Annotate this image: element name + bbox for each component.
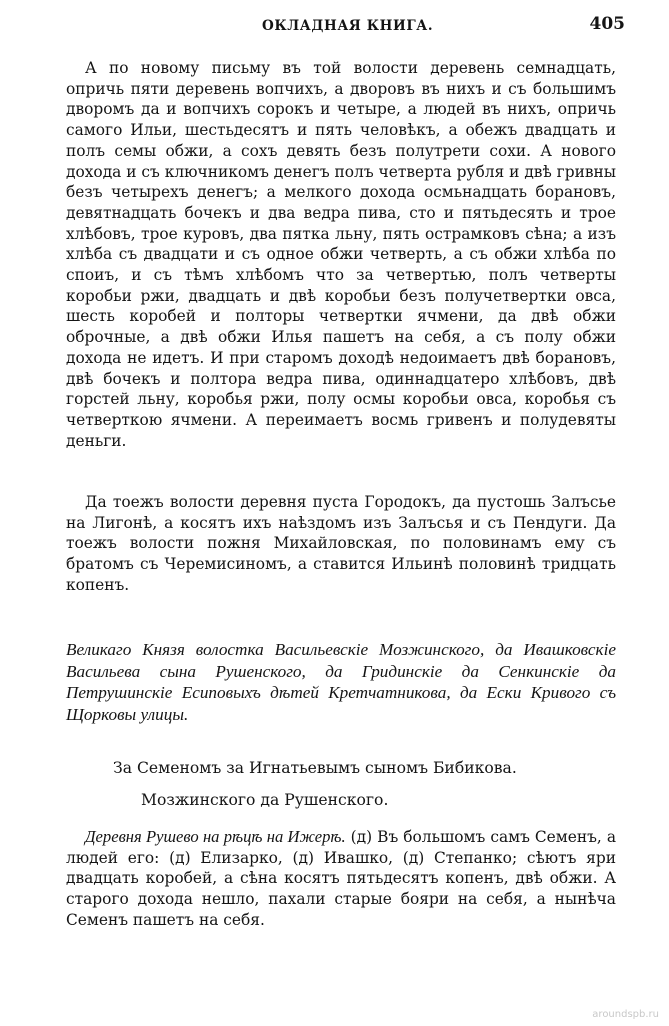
- page-number: 405: [589, 14, 625, 34]
- owner-heading: За Семеномъ за Игнатьевымъ сыномъ Бибикова.: [113, 759, 517, 777]
- paragraph-gorodok: Да тоежъ волости деревня пуста Городокъ, да пустошь Залъсье на Лигонѣ, а косятъ ихъ наѣздомъ изъ Залъсья и съ Пендуги. Да тоежъ волости пожня Михайловская, по половинамъ ему съ братомъ съ Черемисиномъ, а ставится Ильинѣ половинѣ тридцать копенъ.: [66, 493, 616, 594]
- page-header: [0, 14, 669, 38]
- section-heading-volostka: Великаго Князя волостка Васильевскіе Мозжинского, да Ивашковскіе Васильева сына Рушенского, да Гридинскіе да Сенкинскіе да Петрушинскіе Есиповыхъ дѣтей Кретчатникова, да Ески Кривого съ Щорковы улицы.: [66, 640, 616, 724]
- paragraph-volost-description: А по новому письму въ той волости деревень семнадцать, опричь пяти деревень вопчихъ, а дворовъ въ нихъ и съ большимъ дворомъ да и вопчихъ сорокъ и четыре, а людей въ нихъ, опричь самого Ильи, шестьдесятъ и пять человѣкъ, а обежъ двадцать и полъ семы обжи, а сохъ девять безъ полутрети сохи. А нового дохода и съ ключникомъ денегъ полъ четверта рубля и двѣ гривны безъ четырехъ денегъ; а мелкого дохода осмьнадцать борановъ, девятнадцать бочекъ и два ведра пива, сто и пятьдесять и трое хлѣбовъ, трое куровъ, два пятка льну, пять острамковъ сѣна; а изъ хлѣба съ двадцати и съ одное обжи четверть, а съ обжи хлѣба по споиъ, и съ тѣмъ хлѣбомъ что за четвертью, полъ четверты коробьи ржи, двадцать и двѣ коробьи безъ получетвертки овса, шесть коробей и полторы четвертки ячмени, да двѣ обжи оброчные, а двѣ обжи Илья пашетъ на себя, а съ полу обжи дохода не идетъ. И при старомъ доходѣ недоимаетъ двѣ борановъ, двѣ бочекъ и полтора ведра пива, одиннадцатеро хлѣбовъ, двѣ горстей льну, коробья ржи, полу осмы коробьи овса, коробья съ четверткою ячмени. А переимаетъ восмь гривенъ и полудевяты деньги.: [66, 59, 616, 450]
- paragraph-rushevo-body: (д) Въ большомъ самъ Семенъ, а людей его: (д) Елизарко, (д) Ивашко, (д) Степанко; сѣютъ яри двадцать коробей, а сѣна косятъ пятьдесятъ копенъ, двѣ обжи. А старого дохода нешло, пахали старые бояри на себя, а нынѣча Семенъ пашетъ на себя.: [66, 828, 616, 929]
- running-head: ОКЛАДНАЯ КНИГА.: [262, 18, 434, 34]
- watermark: aroundspb.ru: [592, 1009, 659, 1020]
- paragraph-rushevo-lead: Деревня Рушево на рѣцѣ на Ижерѣ.: [85, 827, 346, 846]
- sub-heading: Мозжинского да Рушенского.: [141, 791, 389, 809]
- paragraph-rushevo: [66, 827, 616, 931]
